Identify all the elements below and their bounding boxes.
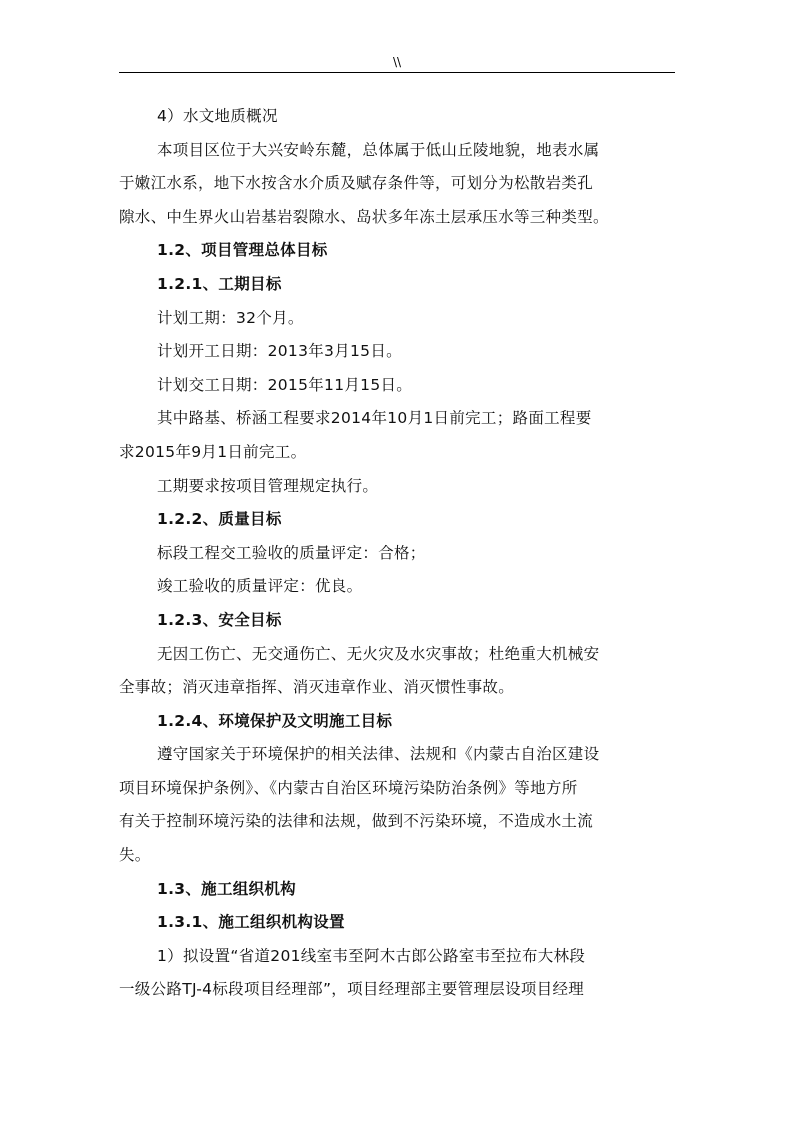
paragraph-line: 求2015年9月1日前完工。 [119, 442, 307, 461]
paragraph-line: 于嫩江水系，地下水按含水介质及赋存条件等，可划分为松散岩类孔 [119, 174, 594, 193]
section-heading: 1.3、施工组织机构 [157, 879, 296, 898]
paragraph-line: 4）水文地质概况 [157, 107, 278, 125]
paragraph-line: 有关于控制环境污染的法律和法规，做到不污染环境，不造成水土流 [119, 812, 594, 831]
paragraph-line: 隙水、中生界火山岩基岩裂隙水、岛状多年冻土层承压水等三种类型。 [119, 207, 609, 226]
section-heading: 1.2、项目管理总体目标 [157, 241, 328, 260]
paragraph-line: 一级公路TJ-4标段项目经理部”，项目经理部主要管理层设项目经理 [119, 980, 585, 999]
section-heading: 1.2.2、质量目标 [157, 510, 282, 529]
paragraph-line: 工期要求按项目管理规定执行。 [157, 476, 379, 495]
paragraph-line: 无因工伤亡、无交通伤亡、无火灾及水灾事故；杜绝重大机械安 [157, 644, 600, 663]
section-heading: 1.2.3、安全目标 [157, 610, 282, 629]
paragraph-line: 失。 [119, 846, 151, 865]
section-heading: 1.2.1、工期目标 [157, 274, 282, 293]
paragraph-line: 标段工程交工验收的质量评定：合格； [157, 543, 426, 562]
header-rule [119, 72, 675, 73]
paragraph-line: 遵守国家关于环境保护的相关法律、法规和《内蒙古自治区建设 [157, 745, 600, 764]
page-header-mark: \\ [392, 55, 402, 69]
paragraph-line: 本项目区位于大兴安岭东麓，总体属于低山丘陵地貌，地表水属 [157, 140, 600, 159]
paragraph-line: 其中路基、桥涵工程要求2014年10月1日前完工；路面工程要 [157, 409, 592, 428]
paragraph-line: 计划工期：32个月。 [157, 308, 304, 327]
paragraph-line: 1）拟设置“省道201线室韦至阿木古郎公路室韦至拉布大林段 [157, 946, 586, 965]
paragraph-line: 全事故；消灭违章指挥、消灭违章作业、消灭惯性事故。 [119, 678, 515, 697]
section-heading: 1.2.4、环境保护及文明施工目标 [157, 711, 393, 730]
paragraph-line: 项目环境保护条例》、《内蒙古自治区环境污染防治条例》等地方所 [119, 778, 578, 797]
paragraph-line: 计划交工日期：2015年11月15日。 [157, 375, 413, 394]
document-body [119, 100, 675, 1007]
section-heading: 1.3.1、施工组织机构设置 [157, 913, 345, 932]
paragraph-line: 竣工验收的质量评定：优良。 [157, 577, 363, 596]
paragraph-line: 计划开工日期：2013年3月15日。 [157, 342, 402, 361]
